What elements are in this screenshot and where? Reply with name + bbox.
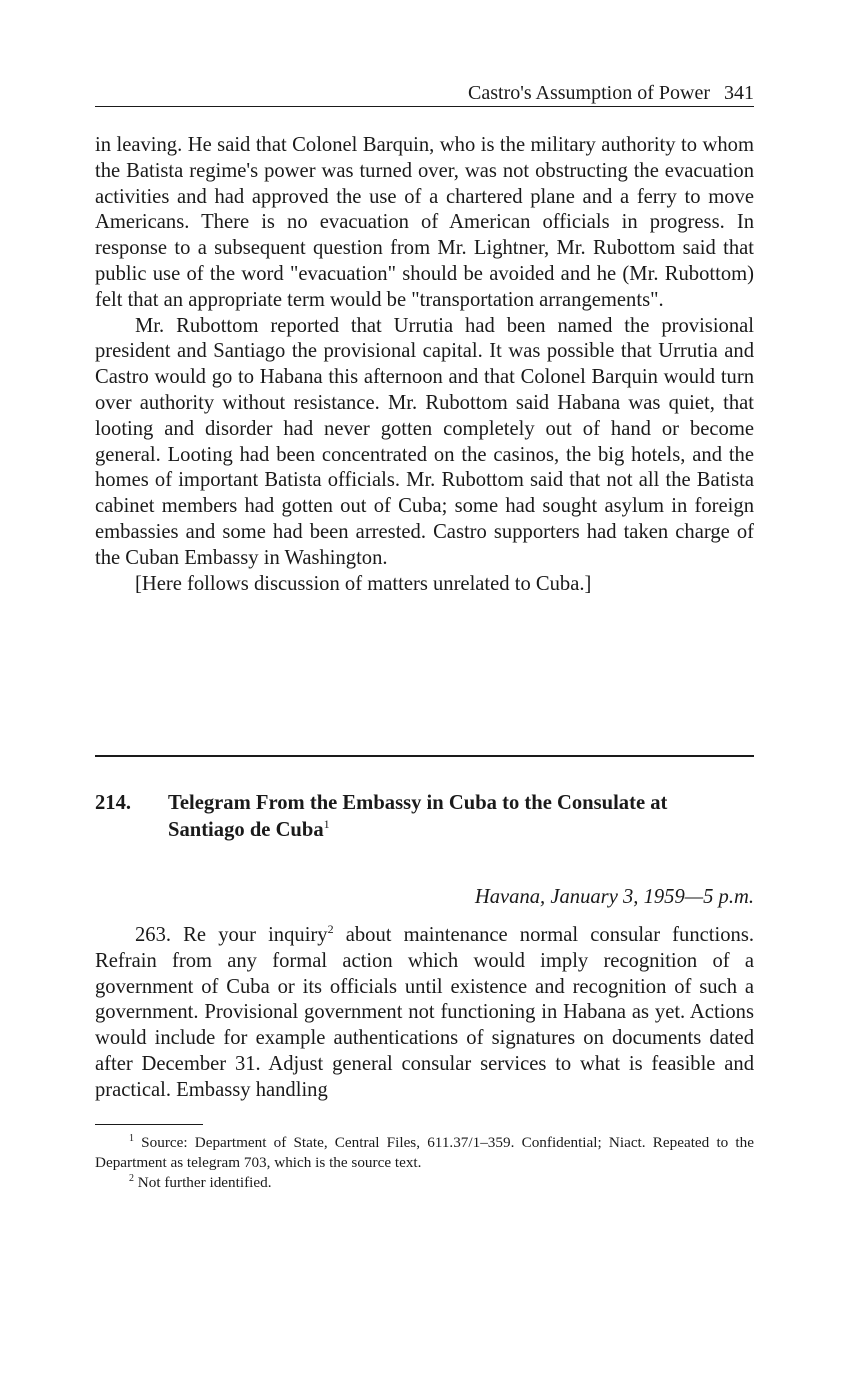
footnote-rule <box>95 1124 203 1125</box>
editorial-note: [Here follows discussion of matters unrelated to Cuba.] <box>135 572 592 595</box>
dateline: Havana, January 3, 1959—5 p.m. <box>474 886 754 908</box>
document-title: Telegram From the Embassy in Cuba to the Consulate at Santiago de Cuba <box>168 792 668 841</box>
continued-text-block <box>95 133 754 597</box>
running-title: Castro's Assumption of Power <box>468 82 710 104</box>
paragraph: in leaving. He said that Colonel Barquin, who is the military authority to whom the Batista regime's power was turned over, was not obstructing the evacuation activities and had approved the use of a chartered plane and a ferry to move Americans. There is no evacuation of American officials in progress. In response to a subsequent question from Mr. Lightner, Mr. Rubottom said that public use of the word "evacuation" should be avoided and he (Mr. Rubottom) felt that an appropriate term would be "transportation arrangements". <box>95 134 754 311</box>
footnote-mark: 2 <box>129 1172 134 1184</box>
footnote-text: Source: Department of State, Central Files, 611.37/1–359. Confidential; Niact. Repeated to the Department as telegram 703, which is the source text. <box>95 1134 754 1171</box>
section-divider <box>95 755 754 757</box>
footnotes <box>95 1133 754 1193</box>
telegram-lead: 263. Re your inquiry <box>135 924 328 946</box>
footnote <box>95 1133 754 1173</box>
telegram-text-block <box>95 923 754 1104</box>
paragraph: Mr. Rubottom reported that Urrutia had been named the provisional president and Santiago the provisional capital. It was possible that Urrutia and Castro would go to Habana this afternoon and that Colonel Barquin would turn over authority without resistance. Mr. Rubottom said Habana was quiet, that looting and disorder had never gotten completely out of hand or become general. Looting had been concentrated on the casinos, the big hotels, and the homes of important Batista officials. Mr. Rubottom said that not all the Batista cabinet members had gotten out of Cuba; some had sought asylum in foreign embassies and some had been arrested. Castro supporters had taken charge of the Cuban Embassy in Washington. <box>95 314 754 569</box>
footnote-text: Not further identified. <box>134 1174 272 1191</box>
telegram-body: about maintenance normal consular functions. Refrain from any formal action which would imply recognition of a government of Cuba or its officials until existence and recognition of such a government. Provisional government not functioning in Habana as yet. Actions would include for example authentications of signatures on documents dated after December 31. Adjust general consular services to what is feasible and practical. Embassy handling <box>95 924 754 1101</box>
footnote-mark: 1 <box>129 1132 134 1144</box>
page-number: 341 <box>724 82 754 104</box>
document-number: 214. <box>95 792 132 814</box>
paragraph <box>95 923 754 1104</box>
footnote <box>95 1173 754 1193</box>
footnote-ref: 2 <box>327 922 334 937</box>
footnote-ref: 1 <box>323 817 330 832</box>
running-header <box>95 80 754 107</box>
